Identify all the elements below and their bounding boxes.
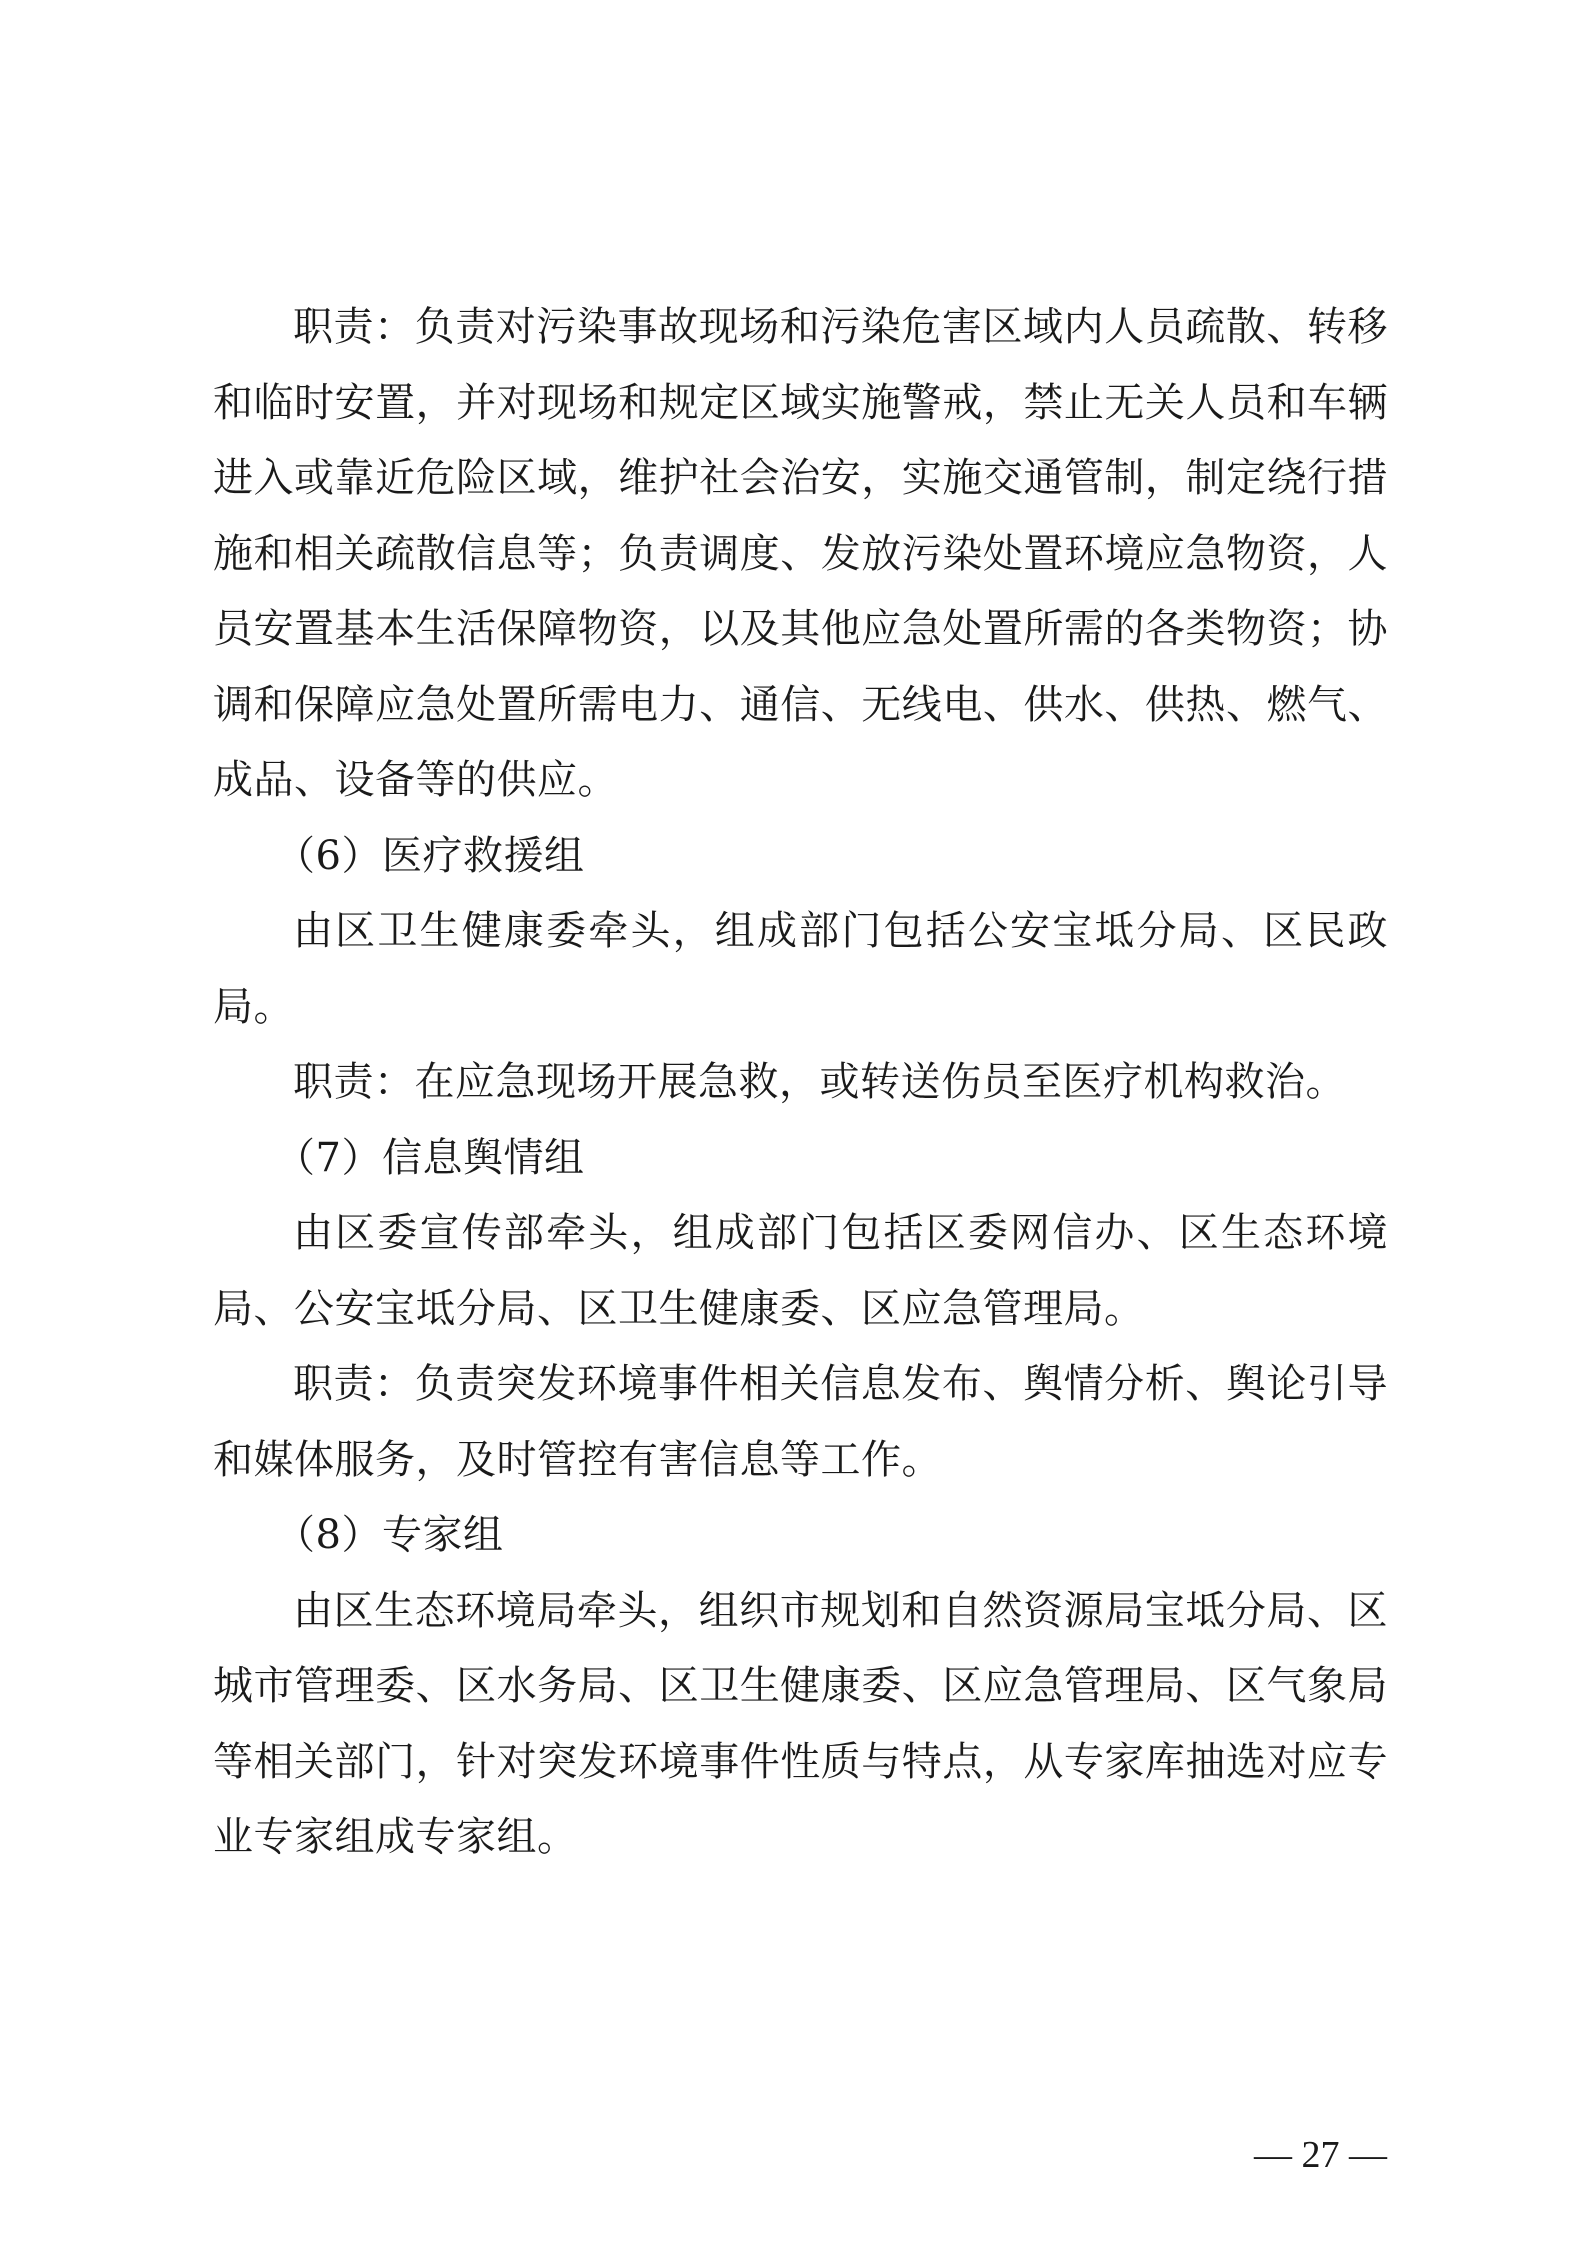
paragraph-experts-lead: 由区生态环境局牵头，组织市规划和自然资源局宝坻分局、区城市管理委、区水务局、区卫生健康委、区应急管理局、区气象局等相关部门，针对突发环境事件性质与特点，从专家库抽选对应专业专家组成专家组。 xyxy=(213,1587,1388,1860)
paragraph-medical-duties: 职责：在应急现场开展急救，或转送伤员至医疗机构救治。 xyxy=(293,1059,1346,1105)
paragraph-information-duties: 职责：负责突发环境事件相关信息发布、舆情分析、舆论引导和媒体服务，及时管控有害信息等工作。 xyxy=(213,1361,1388,1483)
paragraph-duties-evacuation: 职责：负责对污染事故现场和污染危害区域内人员疏散、转移和临时安置，并对现场和规定区域实施警戒，禁止无关人员和车辆进入或靠近危险区域，维护社会治安，实施交通管制，制定绕行措施和相关疏散信息等；负责调度、发放污染处置环境应急物资，人员安置基本生活保障物资，以及其他应急处置所需的各类物资；协调和保障应急处置所需电力、通信、无线电、供水、供热、燃气、成品、设备等的供应。 xyxy=(213,304,1388,803)
paragraph-information-lead: 由区委宣传部牵头，组成部门包括区委网信办、区生态环境局、公安宝坻分局、区卫生健康委、区应急管理局。 xyxy=(213,1210,1388,1332)
section-heading-experts: （8）专家组 xyxy=(275,1512,504,1558)
paragraph-medical-lead: 由区卫生健康委牵头，组成部门包括公安宝坻分局、区民政局。 xyxy=(213,908,1388,1030)
section-heading-information: （7）信息舆情组 xyxy=(275,1134,585,1181)
section-heading-medical-rescue: （6）医疗救援组 xyxy=(275,832,585,879)
page-number: — 27 — xyxy=(1254,2134,1387,2176)
document-body xyxy=(213,290,1388,1876)
